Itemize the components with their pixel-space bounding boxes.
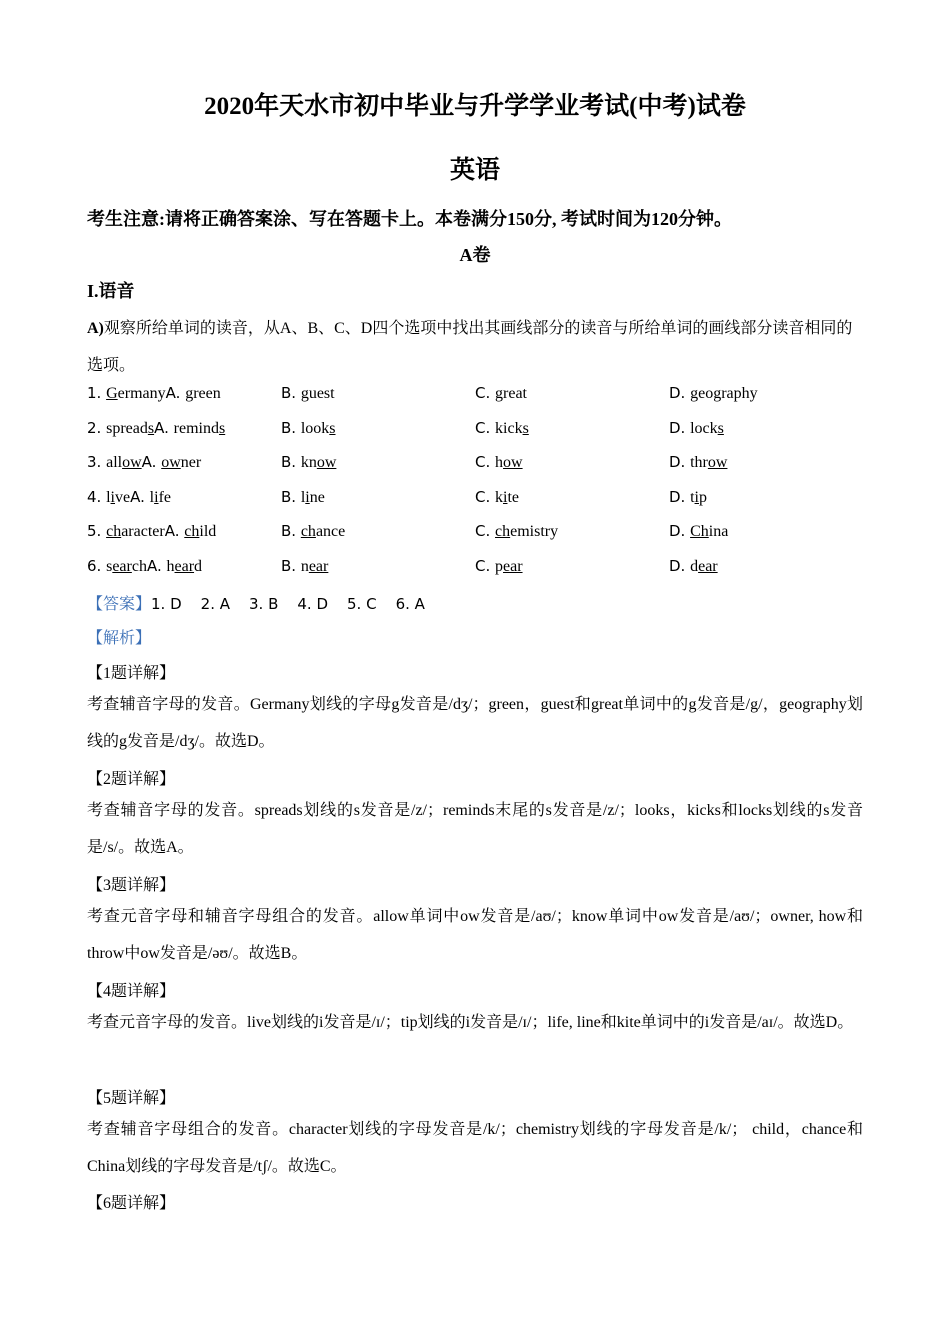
underlined-part: ear xyxy=(308,558,329,575)
word-part: spread xyxy=(106,420,148,437)
word-part: kn xyxy=(300,454,317,471)
word-part: d xyxy=(194,558,203,575)
answer-line xyxy=(87,591,444,614)
word-part: d xyxy=(690,558,699,575)
underlined-part: s xyxy=(329,420,336,437)
underlined-part: g xyxy=(690,385,699,402)
detail-text: 考查元音字母的发音。live划线的i发音是/ɪ/；tip划线的i发音是/ɪ/；life, line和kite单词中的i发音是/aɪ/。故选D。 xyxy=(87,1014,854,1031)
underlined-part: i xyxy=(305,489,310,506)
option xyxy=(669,419,724,438)
question-row xyxy=(87,453,867,483)
word-part: ina xyxy=(708,523,729,540)
answer-tag: 【答案】 xyxy=(87,596,152,613)
paper-section-label: A卷 xyxy=(459,245,491,265)
detail-text: 考查辅音字母的发音。Germany划线的字母g发音是/dʒ/；green，guest和great单词中的g发音是/g/，geography划线的g发音是/dʒ/。故选D。 xyxy=(87,696,863,750)
word-part: p xyxy=(699,489,707,506)
option-letter: A. xyxy=(141,453,162,471)
option-letter: D. xyxy=(669,419,691,437)
option-letter: A. xyxy=(130,488,150,506)
option xyxy=(475,384,527,403)
question-row xyxy=(87,384,867,414)
question-number: 1. xyxy=(87,384,107,402)
underlined-part: ch xyxy=(300,523,316,540)
word-part: t xyxy=(690,489,695,506)
option xyxy=(281,557,328,576)
option-letter: A. xyxy=(165,384,186,402)
underlined-part: ow xyxy=(122,454,142,471)
option-letter: C. xyxy=(475,419,496,437)
option-letter: A. xyxy=(154,419,174,437)
instruction-label: A) xyxy=(87,320,104,337)
question-stem xyxy=(87,488,171,507)
instruction xyxy=(87,310,867,384)
detail-text: 考查辅音字母组合的发音。character划线的字母发音是/k/；chemistry划线的字母发音是/k/； child，chance和China划线的字母发音是/tʃ/。故选C。 xyxy=(87,1121,863,1175)
question-number: 4. xyxy=(87,488,107,506)
exam-notice: 考生注意:请将正确答案涂、写在答题卡上。本卷满分150分, 考试时间为120分钟。 xyxy=(87,209,732,229)
option-letter: B. xyxy=(281,384,301,402)
word-part: ve xyxy=(115,489,131,506)
underlined-part: ch xyxy=(106,523,122,540)
option-letter: A. xyxy=(146,557,167,575)
underlined-part: i xyxy=(694,489,699,506)
option-letter: C. xyxy=(475,522,496,540)
underlined-part: s xyxy=(717,420,724,437)
instruction-text: 观察所给单词的读音，从A、B、C、D四个选项中找出其画线部分的读音与所给单词的画线部分读音相同的选项。 xyxy=(87,320,853,374)
underlined-part: s xyxy=(522,420,529,437)
underlined-part: ch xyxy=(495,523,511,540)
answer-item: 3. B xyxy=(249,595,279,613)
answer-items xyxy=(151,595,444,613)
word-part: ne xyxy=(309,489,325,506)
question-number: 3. xyxy=(87,453,107,471)
option-letter: D. xyxy=(669,488,691,506)
word-part: uest xyxy=(308,385,335,402)
detail-heading: 【2题详解】 xyxy=(87,771,176,788)
question-row xyxy=(87,488,867,518)
word-part: emistry xyxy=(510,523,559,540)
option-letter: D. xyxy=(669,453,691,471)
option xyxy=(281,522,345,541)
option xyxy=(475,453,523,472)
word-part: ild xyxy=(199,523,217,540)
word-part: aracter xyxy=(121,523,165,540)
answer-item: 2. A xyxy=(200,595,230,613)
detail-heading: 【6题详解】 xyxy=(87,1195,176,1212)
underlined-part: s xyxy=(147,420,155,437)
word-part: reen xyxy=(193,385,221,402)
underlined-part: ch xyxy=(184,523,200,540)
word-part: kick xyxy=(495,420,523,437)
option xyxy=(669,384,758,403)
option xyxy=(669,488,707,507)
option xyxy=(281,488,325,507)
subject-title: 英语 xyxy=(449,157,500,184)
option-letter: C. xyxy=(475,557,496,575)
underlined-part: ear xyxy=(174,558,195,575)
answer-item: 4. D xyxy=(297,595,329,613)
option-letter: B. xyxy=(281,453,301,471)
word-part: k xyxy=(495,489,504,506)
underlined-part: ear xyxy=(503,558,523,575)
underlined-part: s xyxy=(218,420,226,437)
question-number: 5. xyxy=(87,522,107,540)
underlined-part: g xyxy=(185,385,194,402)
question-stem xyxy=(87,453,201,472)
word-part: look xyxy=(300,420,330,437)
word-part: n xyxy=(300,558,309,575)
option xyxy=(669,522,728,541)
option-letter: B. xyxy=(281,522,301,540)
word-part: s xyxy=(106,558,113,575)
word-part: thr xyxy=(690,454,708,471)
option-letter: C. xyxy=(475,488,496,506)
option-letter: B. xyxy=(281,488,301,506)
underlined-part: ear xyxy=(112,558,132,575)
answer-item: 1. D xyxy=(151,595,182,613)
word-part: h xyxy=(495,454,504,471)
underlined-part: ow xyxy=(503,454,523,471)
word-part: l xyxy=(106,489,111,506)
word-part: reat xyxy=(503,385,527,402)
option-letter: D. xyxy=(669,384,691,402)
option xyxy=(669,453,727,472)
detail-heading: 【4题详解】 xyxy=(87,983,176,1000)
word-part: lock xyxy=(690,420,718,437)
option-letter: A. xyxy=(164,522,185,540)
word-part: p xyxy=(495,558,504,575)
option-letter: C. xyxy=(475,453,496,471)
detail-heading: 【3题详解】 xyxy=(87,877,176,894)
word-part: all xyxy=(106,454,123,471)
detail-text: 考查元音字母和辅音字母组合的发音。allow单词中ow发音是/aʊ/；know单词中ow发音是/aʊ/；owner, how和throw中ow发音是/əʊ/。故选B。 xyxy=(87,908,863,962)
analysis-tag: 【解析】 xyxy=(87,630,152,647)
word-part: ner xyxy=(180,454,202,471)
detail-text: 考查辅音字母的发音。spreads划线的s发音是/z/；reminds末尾的s发音是/z/；looks，kicks和locks划线的s发音是/s/。故选A。 xyxy=(87,802,863,856)
option xyxy=(475,557,523,576)
underlined-part: Ch xyxy=(690,523,709,540)
question-stem xyxy=(87,522,216,541)
underlined-part: i xyxy=(110,489,115,506)
detail-heading: 【1题详解】 xyxy=(87,665,176,682)
option xyxy=(669,557,718,576)
option xyxy=(475,522,558,541)
underlined-part: ow xyxy=(161,454,181,471)
underlined-part: g xyxy=(495,385,504,402)
option-letter: D. xyxy=(669,557,691,575)
underlined-part: ow xyxy=(316,454,337,471)
question-row xyxy=(87,522,867,552)
underlined-part: G xyxy=(106,385,118,402)
answer-item: 6. A xyxy=(395,595,425,613)
word-part: remind xyxy=(173,420,219,437)
underlined-part: ow xyxy=(707,454,728,471)
option-letter: D. xyxy=(669,522,691,540)
underlined-part: i xyxy=(154,489,159,506)
question-row xyxy=(87,419,867,449)
underlined-part: ear xyxy=(698,558,718,575)
question-stem xyxy=(87,384,221,403)
answer-item: 5. C xyxy=(347,595,377,613)
question-number: 6. xyxy=(87,557,107,575)
detail-heading: 【5题详解】 xyxy=(87,1090,176,1107)
word-part: eography xyxy=(698,385,758,402)
question-stem xyxy=(87,557,202,576)
section-heading: I.语音 xyxy=(87,281,135,301)
question-number: 2. xyxy=(87,419,107,437)
option-letter: C. xyxy=(475,384,496,402)
word-part: h xyxy=(166,558,175,575)
option xyxy=(281,384,335,403)
option xyxy=(475,488,519,507)
word-part: l xyxy=(300,489,306,506)
question-stem xyxy=(87,419,225,438)
page-title: 2020年天水市初中毕业与升学学业考试(中考)试卷 xyxy=(204,93,746,120)
word-part: te xyxy=(507,489,520,506)
word-part: ermany xyxy=(117,385,166,402)
option-letter: B. xyxy=(281,557,301,575)
question-row xyxy=(87,557,867,587)
underlined-part: i xyxy=(503,489,508,506)
underlined-part: g xyxy=(300,385,309,402)
word-part: fe xyxy=(158,489,171,506)
option xyxy=(281,419,336,438)
word-part: ch xyxy=(131,558,147,575)
option xyxy=(281,453,336,472)
word-part: l xyxy=(149,489,155,506)
option-letter: B. xyxy=(281,419,301,437)
word-part: ance xyxy=(315,523,346,540)
option xyxy=(475,419,529,438)
